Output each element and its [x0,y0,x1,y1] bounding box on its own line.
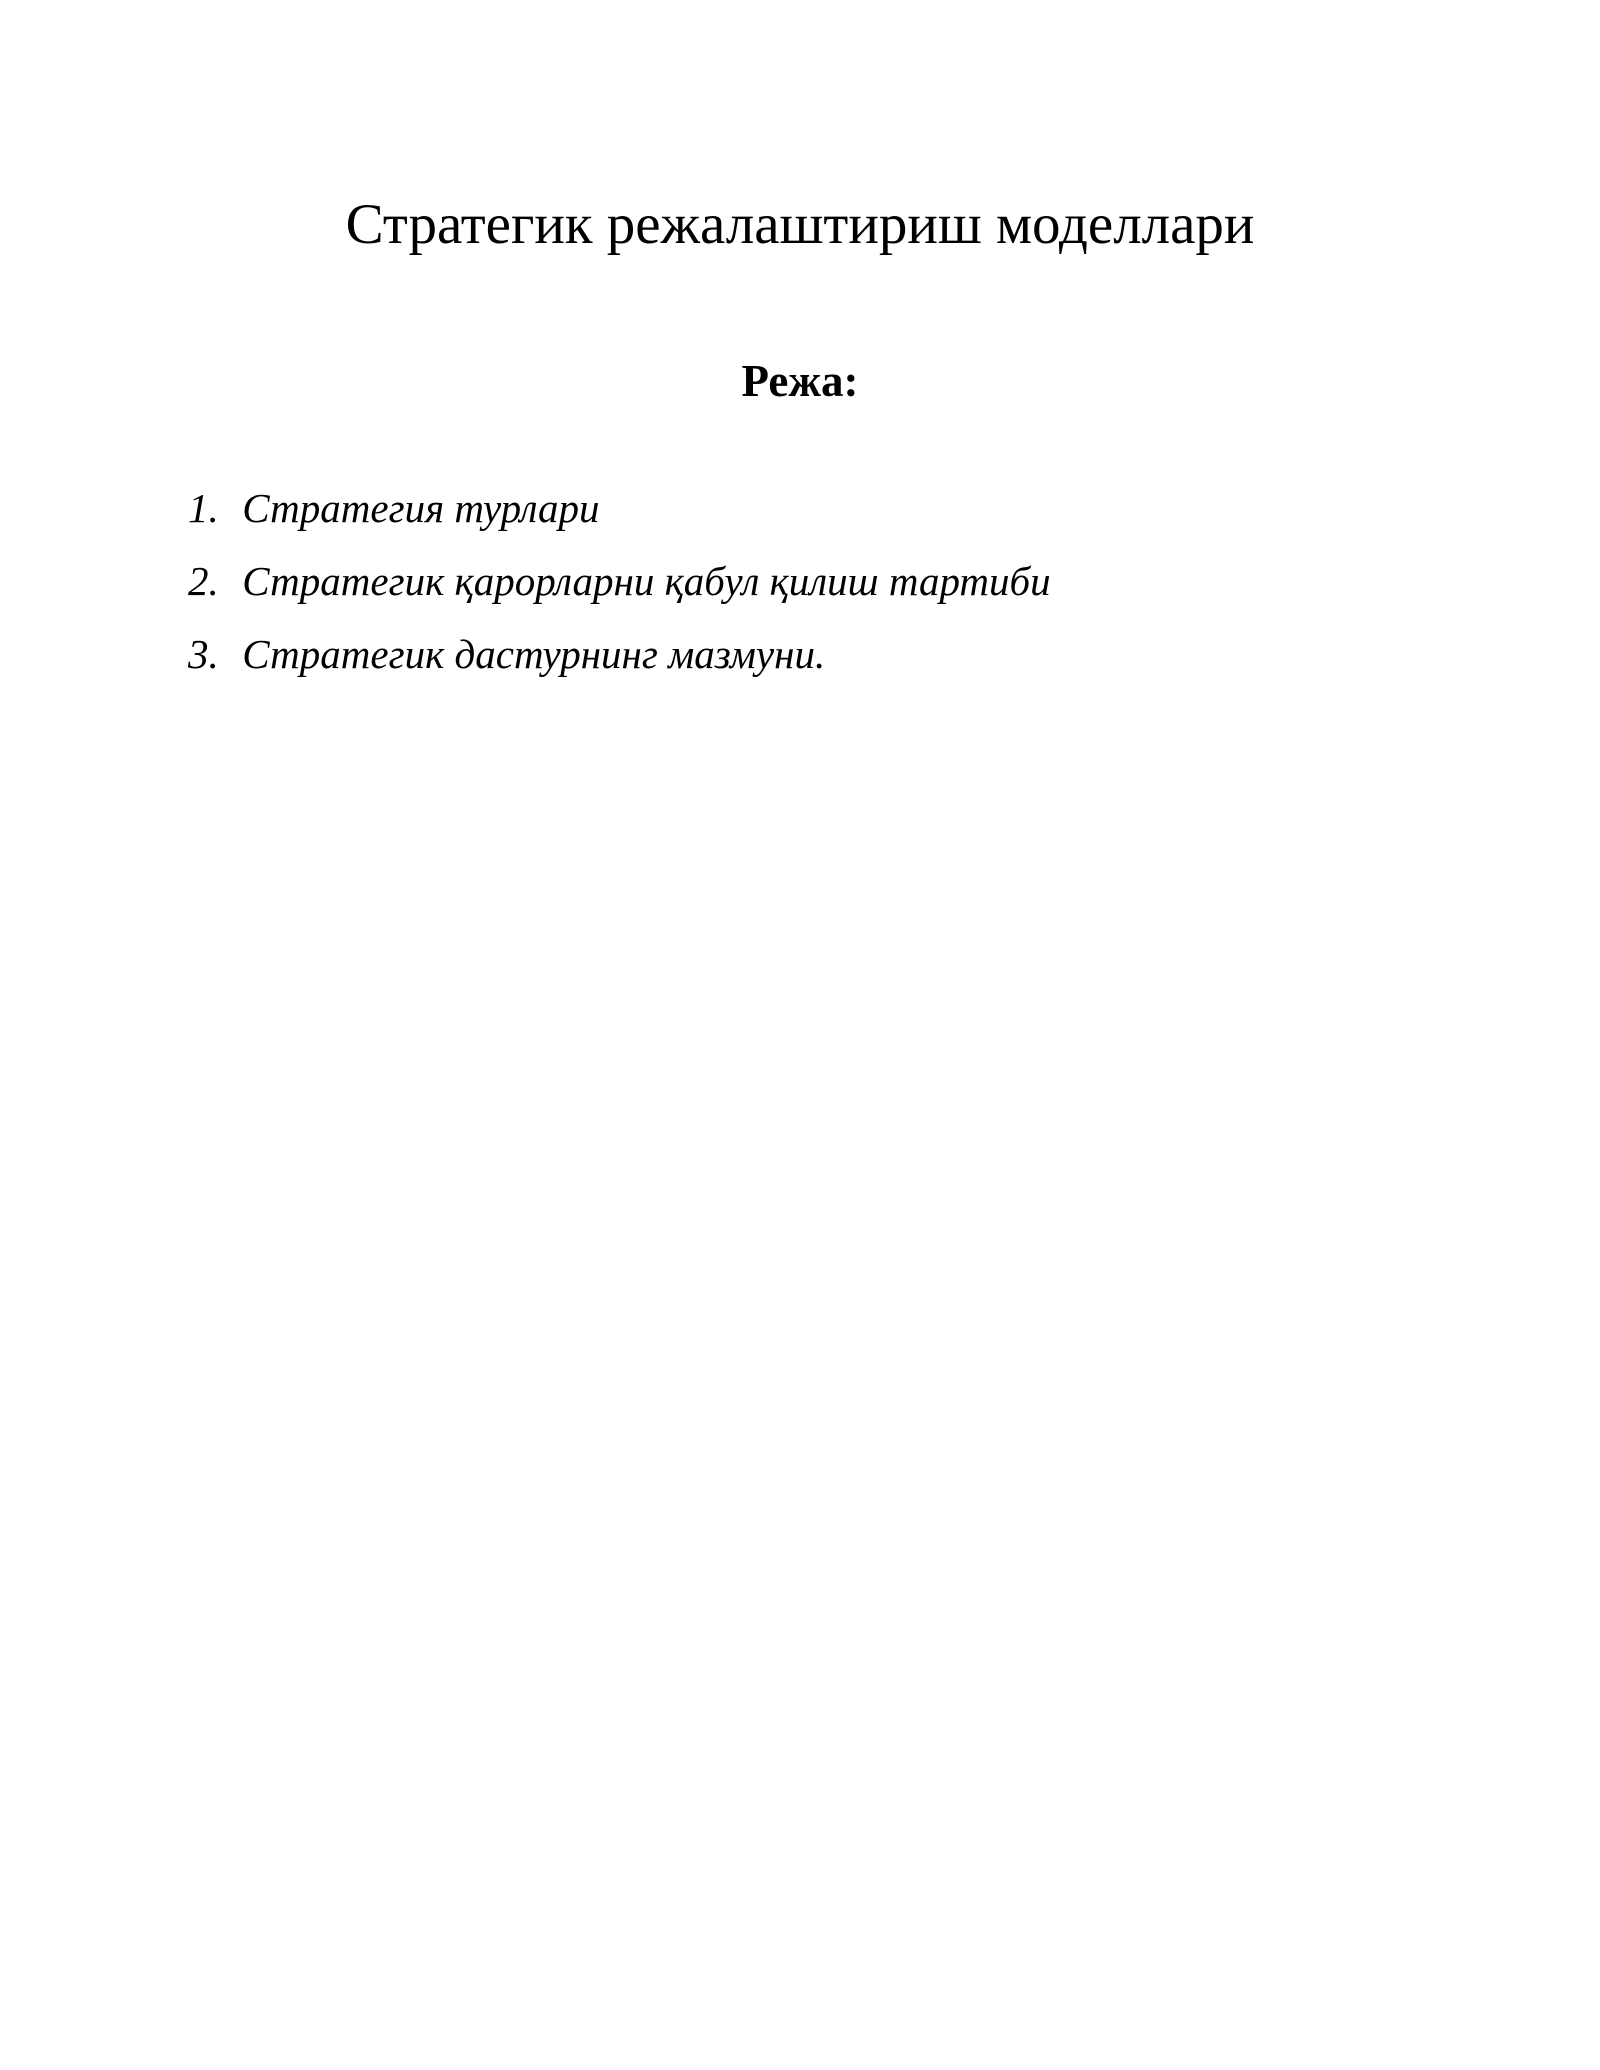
plan-item [188,484,1448,557]
plan-item-text: Стратегик дастурнинг мазмуни. [242,631,826,677]
plan-item-number: 2. [188,558,219,604]
plan-item [188,557,1448,630]
plan-item [188,630,1448,703]
plan-item-text: Стратегия турлари [242,485,600,531]
plan-item-text: Стратегик қарорларни қабул қилиш тартиби [242,558,1051,604]
plan-list [188,484,1448,703]
plan-item-number: 3. [188,631,219,677]
plan-heading: Режа: [741,356,859,406]
plan-item-number: 1. [188,485,219,531]
document-title: Стратегик режалаштириш моделлари [345,193,1255,256]
